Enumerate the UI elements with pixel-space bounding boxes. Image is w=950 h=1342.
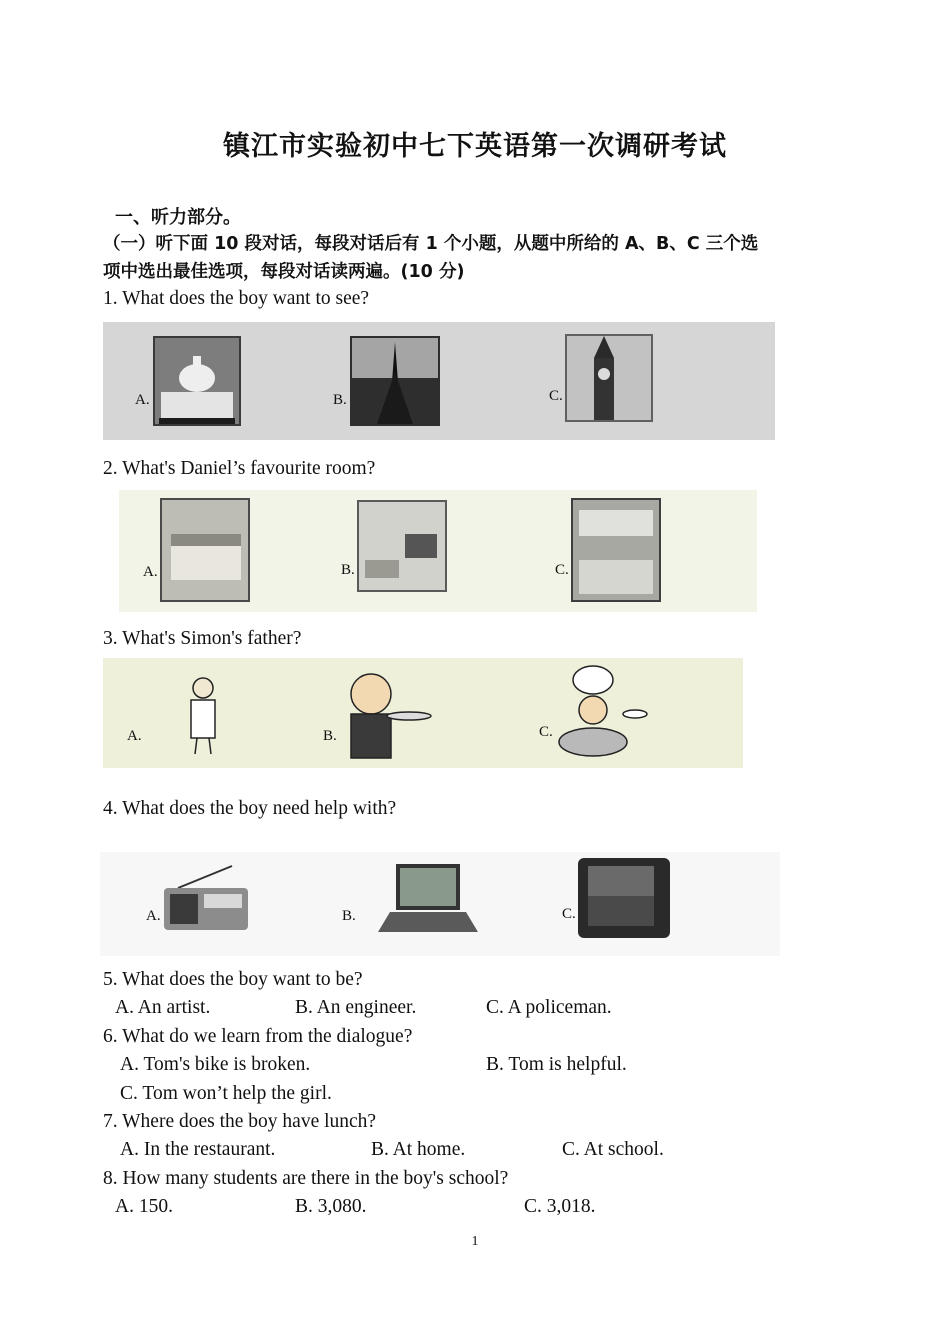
q4-label-a: A.: [146, 908, 161, 924]
q8-option-c: C. 3,018.: [524, 1196, 596, 1217]
q7-option-c: C. At school.: [562, 1139, 664, 1160]
kitchen-picture: [571, 498, 661, 602]
cook-picture: [559, 666, 647, 756]
question-4: 4. What does the boy need help with?: [103, 798, 397, 819]
instruction-line-2: 项中选出最佳选项，每段对话读两遍。(10 分): [103, 262, 465, 282]
q4-label-b: B.: [342, 908, 356, 924]
q3-label-a: A.: [127, 728, 142, 744]
television-picture: [578, 858, 670, 938]
instruction-line-1: （一）听下面 10 段对话，每段对话后有 1 个小题，从题中所给的 A、B、C 三个选: [103, 234, 759, 254]
q1-label-b: B.: [333, 392, 347, 408]
question-3: 3. What's Simon's father?: [103, 628, 302, 649]
q4-label-c: C.: [562, 906, 576, 922]
eiffel-tower-picture: [350, 336, 440, 426]
bedroom-picture: [160, 498, 250, 602]
doctor-picture: [191, 678, 215, 754]
q8-option-b: B. 3,080.: [295, 1196, 367, 1217]
q8-option-a: A. 150.: [115, 1196, 173, 1217]
waiter-picture: [351, 674, 431, 758]
q5-option-b: B. An engineer.: [295, 997, 417, 1018]
q6-option-b: B. Tom is helpful.: [486, 1054, 627, 1075]
q6-option-c: C. Tom won’t help the girl.: [120, 1083, 332, 1104]
question-5: 5. What does the boy want to be?: [103, 969, 363, 990]
q3-label-c: C.: [539, 724, 553, 740]
question-1-pictures: [103, 322, 775, 440]
question-2: 2. What's Daniel’s favourite room?: [103, 458, 376, 479]
q7-option-b: B. At home.: [371, 1139, 466, 1160]
question-2-pictures: [119, 490, 757, 612]
q2-label-c: C.: [555, 562, 569, 578]
page-number: 1: [471, 1234, 479, 1249]
question-4-pictures: [100, 852, 780, 956]
question-1: 1. What does the boy want to see?: [103, 288, 370, 309]
laptop-picture: [378, 864, 478, 932]
capitol-building-picture: [153, 336, 241, 426]
q7-option-a: A. In the restaurant.: [120, 1139, 276, 1160]
question-7: 7. Where does the boy have lunch?: [103, 1111, 377, 1132]
page-title: 镇江市实验初中七下英语第一次调研考试: [223, 131, 727, 162]
question-3-pictures: [103, 658, 743, 768]
section-heading: 一、听力部分。: [115, 207, 241, 228]
q5-option-c: C. A policeman.: [486, 997, 612, 1018]
q1-label-a: A.: [135, 392, 150, 408]
question-8: 8. How many students are there in the boy's school?: [103, 1168, 509, 1189]
radio-picture: [164, 866, 248, 930]
big-ben-picture: [565, 334, 653, 422]
q6-option-a: A. Tom's bike is broken.: [120, 1054, 311, 1075]
living-room-picture: [357, 500, 447, 592]
q5-option-a: A. An artist.: [115, 997, 211, 1018]
question-6: 6. What do we learn from the dialogue?: [103, 1026, 413, 1047]
q2-label-b: B.: [341, 562, 355, 578]
q1-label-c: C.: [549, 388, 563, 404]
q3-label-b: B.: [323, 728, 337, 744]
q2-label-a: A.: [143, 564, 158, 580]
